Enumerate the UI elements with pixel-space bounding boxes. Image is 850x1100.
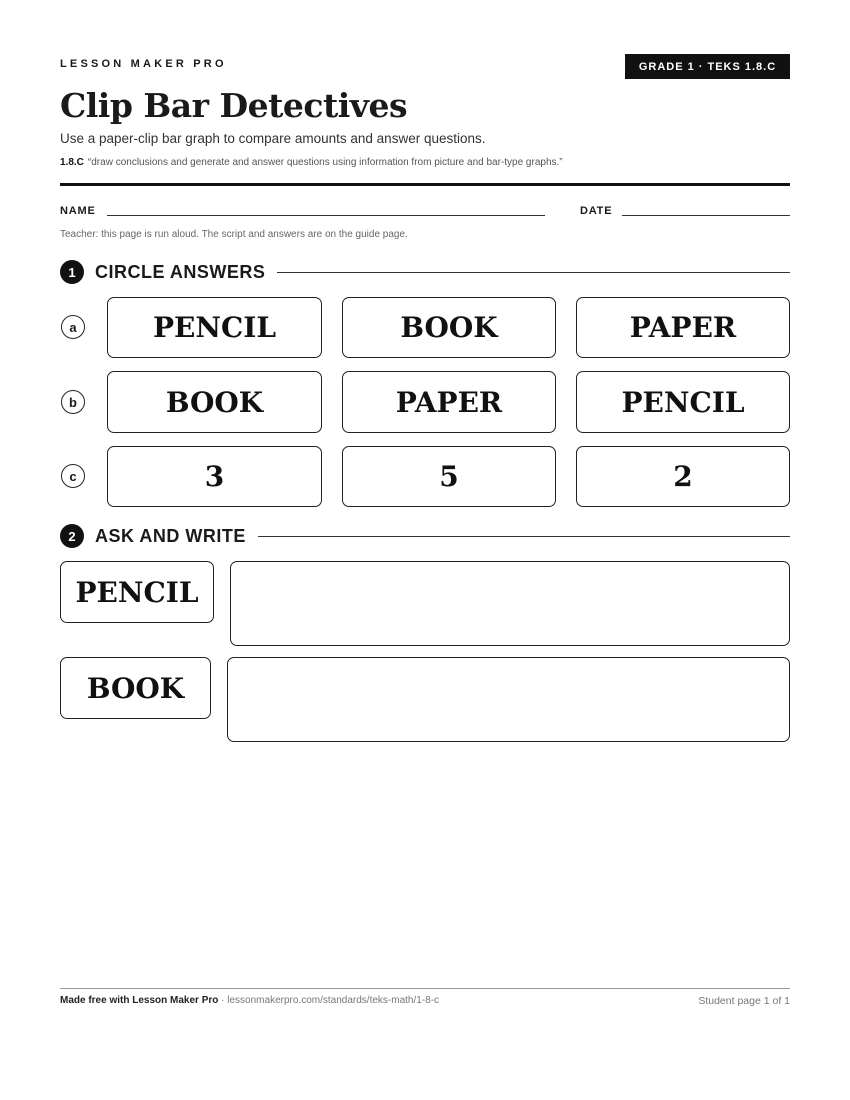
write-answer-box[interactable] bbox=[230, 561, 790, 646]
standard-code: 1.8.C bbox=[60, 157, 84, 168]
answer-choice[interactable]: PAPER bbox=[576, 297, 790, 358]
name-field[interactable] bbox=[107, 215, 545, 216]
page-subtitle: Use a paper-clip bar graph to compare amounts and answer questions. bbox=[60, 131, 486, 146]
row-letter-c: c bbox=[61, 464, 85, 488]
name-label: NAME bbox=[60, 205, 96, 217]
footer-made-with: Made free with Lesson Maker Pro bbox=[60, 995, 219, 1006]
answer-choice[interactable]: 3 bbox=[107, 446, 322, 507]
section-title: ASK AND WRITE bbox=[95, 525, 246, 546]
answer-choice[interactable]: 5 bbox=[342, 446, 556, 507]
date-label: DATE bbox=[580, 205, 613, 217]
standard-text: “draw conclusions and generate and answer questions using information from picture and bar-type graphs.” bbox=[87, 157, 563, 168]
answer-choice[interactable]: 2 bbox=[576, 446, 790, 507]
section-number-badge: 2 bbox=[60, 524, 84, 548]
row-letter-a: a bbox=[61, 315, 85, 339]
page-title: Clip Bar Detectives bbox=[60, 86, 408, 125]
brand-name: LESSON MAKER PRO bbox=[60, 58, 227, 70]
footer-page-number: Student page 1 of 1 bbox=[698, 995, 790, 1007]
header-divider bbox=[60, 183, 790, 186]
section-divider bbox=[277, 272, 790, 273]
section-1-header bbox=[60, 260, 790, 284]
footer-divider bbox=[60, 988, 790, 989]
section-2-header bbox=[60, 524, 790, 548]
word-card: BOOK bbox=[60, 657, 211, 719]
teacher-note: Teacher: this page is run aloud. The script and answers are on the guide page. bbox=[60, 229, 408, 240]
answer-choice[interactable]: PENCIL bbox=[107, 297, 322, 358]
grade-badge: GRADE 1 · TEKS 1.8.C bbox=[625, 54, 790, 79]
section-divider bbox=[258, 536, 790, 537]
word-card: PENCIL bbox=[60, 561, 214, 623]
footer-url[interactable]: · lessonmakerpro.com/standards/teks-math/1-8-c bbox=[218, 995, 440, 1006]
standard-line bbox=[60, 157, 563, 168]
write-answer-box[interactable] bbox=[227, 657, 790, 742]
answer-choice[interactable]: PENCIL bbox=[576, 371, 790, 433]
answer-choice[interactable]: BOOK bbox=[107, 371, 322, 433]
section-title: CIRCLE ANSWERS bbox=[95, 261, 266, 282]
answer-choice[interactable]: PAPER bbox=[342, 371, 556, 433]
answer-choice[interactable]: BOOK bbox=[342, 297, 556, 358]
date-field[interactable] bbox=[622, 215, 790, 216]
section-number-badge: 1 bbox=[60, 260, 84, 284]
row-letter-b: b bbox=[61, 390, 85, 414]
footer-credit bbox=[60, 995, 439, 1006]
